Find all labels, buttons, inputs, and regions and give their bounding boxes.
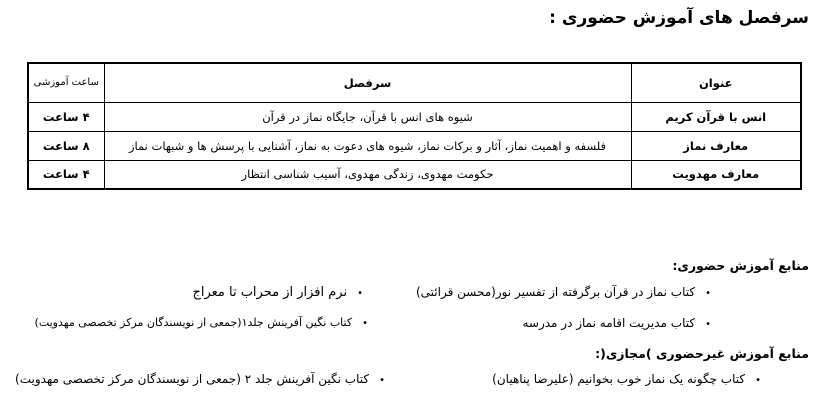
row-topics: فلسفه و اهمیت نماز، آثار و برکات نماز، شیوه های دعوت به نماز، آشنایی با پرسش ها و شبهات نماز (104, 131, 631, 160)
row-title: معارف مهدویت (631, 160, 801, 189)
row-hours: ۸ ساعت (28, 131, 104, 160)
list-item (5, 369, 385, 391)
list-item (522, 316, 711, 330)
table-row (28, 160, 801, 189)
table-row (28, 102, 801, 131)
table-header-row (28, 63, 801, 102)
row-hours: ۴ ساعت (28, 102, 104, 131)
virtual-sources-title: منابع آموزش غیرحضوری )مجازی(: (595, 346, 809, 361)
list-item-text: کتاب چگونه یک نماز خوب بخوانیم (علیرضا پناهیان) (492, 372, 746, 386)
bullet-icon: • (362, 318, 368, 329)
list-item-text: کتاب نگین آفرینش جلد۱(جمعی از نویسندگان مرکز تخصصی مهدویت) (34, 316, 353, 329)
header-hours: ساعت آموزشی (28, 63, 104, 102)
list-item-text: نرم افزار از محراب تا معراج (192, 285, 348, 300)
row-hours: ۴ ساعت (28, 160, 104, 189)
list-item-text: کتاب مدیریت اقامه نماز در مدرسه (522, 316, 696, 330)
syllabus-table (27, 62, 802, 190)
row-title: معارف نماز (631, 131, 801, 160)
bullet-icon: • (755, 375, 761, 386)
list-item (192, 285, 363, 300)
row-title: انس با قرآن کریم (631, 102, 801, 131)
page-heading: سرفصل های آموزش حضوری : (549, 8, 809, 28)
list-item (416, 285, 711, 299)
list-item-text: کتاب نماز در قرآن برگرفته از تفسیر نور(محسن قرائتی) (415, 285, 696, 299)
bullet-icon: • (705, 319, 711, 330)
in-person-sources-title: منابع آموزش حضوری: (672, 258, 809, 273)
list-item (35, 316, 368, 329)
header-title: عنوان (631, 63, 801, 102)
row-topics: حکومت مهدوی، زندگی مهدوی، آسیب شناسی انتظار (104, 160, 631, 189)
list-item (492, 372, 761, 386)
header-topics: سرفصل (104, 63, 631, 102)
bullet-icon: • (705, 288, 711, 299)
bullet-icon: • (357, 288, 363, 299)
table-row (28, 131, 801, 160)
bullet-icon: • (379, 375, 385, 386)
list-item-text: کتاب نگین آفرینش جلد ۲ (جمعی از نویسندگان مرکز تخصصی مهدویت) (15, 372, 370, 386)
row-topics: شیوه های انس با قرآن، جایگاه نماز در قرآن (104, 102, 631, 131)
